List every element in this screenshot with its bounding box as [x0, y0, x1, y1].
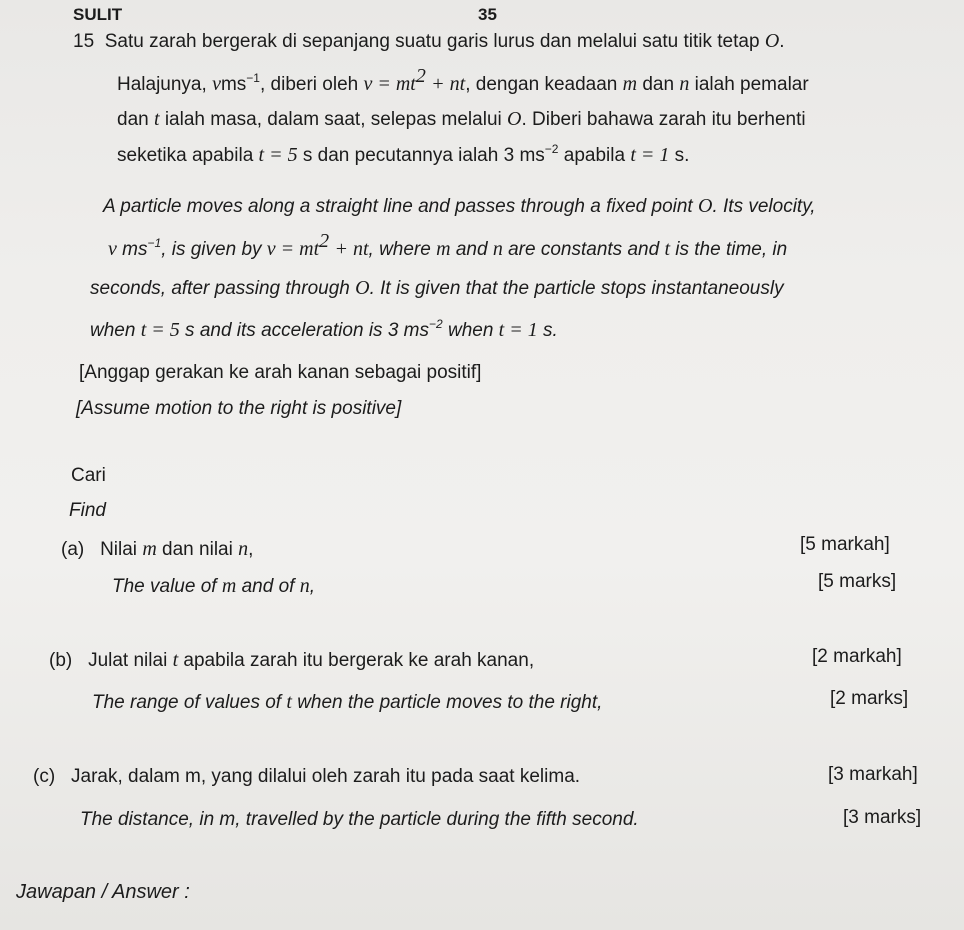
part-a-label: (a): [61, 539, 85, 560]
part-c-label: (c): [33, 766, 56, 787]
part-a-marks-malay: [5 markah]: [800, 534, 890, 555]
question-malay-line-2: Halajunya, vms$^{-1}$, diberi oleh $v = mt^2$ + nt, dengan keadaan m dan n ialah pemalar: [117, 65, 809, 95]
question-number: 15: [73, 31, 95, 52]
find-malay: Cari: [71, 465, 106, 486]
part-b-label: (b): [49, 650, 73, 671]
part-c-marks-malay: [3 markah]: [828, 764, 918, 785]
header-sulit: SULIT: [73, 5, 123, 24]
part-c-malay: (c) Jarak, dalam m, yang dilalui oleh zarah itu pada saat kelima.: [33, 766, 581, 787]
part-c-english: The distance, in m, travelled by the particle during the fifth second.: [80, 809, 639, 830]
question-malay-line-3: dan t ialah masa, dalam saat, selepas melalui O. Diberi bahawa zarah itu berhenti: [117, 108, 806, 130]
question-english-line-3: seconds, after passing through O. It is given that the particle stops instantaneously: [90, 277, 784, 299]
question-english-line-2: v $ms^{-1}$, is given by $v = mt^2$ + nt, where m and n are constants and t is the time, in: [108, 230, 788, 260]
part-c-marks-english: [3 marks]: [843, 807, 922, 828]
question-english-line-1: A particle moves along a straight line and passes through a fixed point O. Its velocity,: [103, 195, 816, 217]
part-a-marks-english: [5 marks]: [818, 571, 897, 592]
part-a-english: The value of m and of n,: [112, 575, 315, 597]
find-english: Find: [69, 500, 106, 521]
page-number: 35: [478, 5, 497, 24]
assume-english: [Assume motion to the right is positive]: [76, 398, 402, 419]
part-b-malay: (b) Julat nilai t apabila zarah itu bergerak ke arah kanan,: [49, 649, 535, 671]
part-a-malay: (a) Nilai m dan nilai n,: [61, 538, 254, 560]
part-b-english: The range of values of t when the particle moves to the right,: [92, 691, 603, 713]
part-b-marks-malay: [2 markah]: [812, 646, 902, 667]
answer-label: Jawapan / Answer :: [16, 881, 190, 903]
question-english-line-4: when t = 5 s and its acceleration is 3 $ms^{-2}$ when t = 1 s.: [90, 317, 558, 341]
part-b-marks-english: [2 marks]: [830, 688, 909, 709]
question-malay-line-1: 15 Satu zarah bergerak di sepanjang suatu garis lurus dan melalui satu titik tetap O.: [73, 30, 785, 52]
question-malay-line-4: seketika apabila t = 5 s dan pecutannya ialah 3 $ms^{-2}$ apabila t = 1 s.: [117, 142, 690, 166]
assume-malay: [Anggap gerakan ke arah kanan sebagai positif]: [79, 362, 482, 383]
